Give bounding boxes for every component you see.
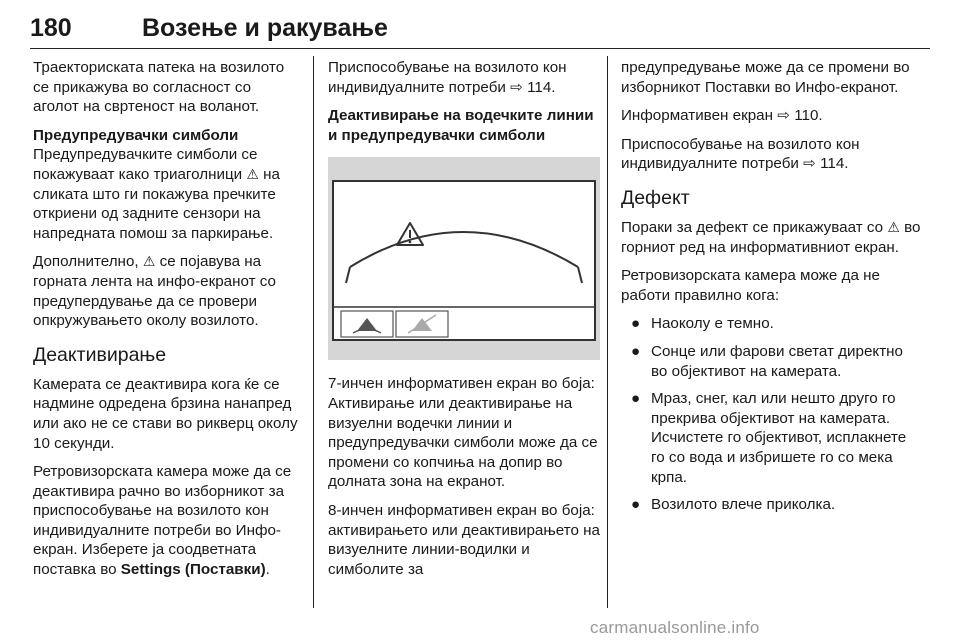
list-item: ● Наоколу е темно. [631,315,774,333]
column-3 [621,58,921,523]
camera-malfunction-intro: Ретровизорската камера може да не работи правилно кога: [621,267,880,304]
fault-heading: Дефект [621,186,690,209]
deact-p2-end: . [265,561,270,579]
warning-symbols-heading: Предупредувачки симболи [33,126,239,144]
additional-warning-paragraph [33,252,301,330]
bullet-icon: ● [631,315,641,333]
personalization-reference [328,58,600,97]
malfunction-conditions-list [621,314,921,514]
warning-triangle-icon: ⚠ [142,253,156,270]
bullet-icon: ● [631,496,641,514]
warning-symbols-paragraph [33,145,301,243]
bullet-icon: ● [631,342,641,360]
personalization-page-ref-2: 114. [820,155,849,173]
ref-arrow-icon: ⇨ [777,107,790,125]
ref-arrow-icon: ⇨ [803,155,816,173]
personalization-text: Приспособување на возилото кон индивидуалните потреби [328,59,567,96]
deactivation-paragraph-2 [33,462,301,580]
page-number: 180 [30,14,72,42]
info-display-text: Информативен екран [621,107,774,125]
ref-arrow-icon: ⇨ [510,78,523,96]
info-display-reference [621,106,921,126]
header-rule [30,48,930,49]
settings-menu-label: Settings (Поставки) [120,561,266,579]
warning-triangle-icon: ⚠ [887,218,900,235]
deactivation-paragraph-1: Камерата се деактивира кога ќе се надмине одредена брзина нанапред или ако не се стави во рикверц околу 10 секунди. [33,375,298,452]
bullet-icon: ● [631,390,641,408]
column-1 [33,58,301,589]
intro-paragraph: Траекториската патека на возилото се прикажува во согласност со аголот на свртеност на воланот. [33,59,285,116]
guidelines-deactivation-heading: Деактивирање на водечките линии и предупредувачки симболи [328,107,594,144]
column-2 [328,58,600,588]
personalization-reference-2 [621,135,921,174]
camera-display-figure [328,157,600,360]
fault-text-a: Пораки за дефект се прикажуваат со [621,218,884,236]
watermark: carmanualsonline.info [590,618,760,637]
column-divider-2 [607,56,608,608]
7-inch-display-paragraph: 7-инчен информативен екран во боја: Активирање или деактивирање на визуелни водечки линии и предупредувачки симболи може да се промени со копчиња на допир во долната зона на екранот. [328,375,598,491]
fault-message-paragraph [621,218,921,257]
settings-menu-paragraph: предупредување може да се промени во изборникот Поставки во Инфо-екранот. [621,59,910,96]
warn-p2-text-b: се појавува на горната лента на инфо-екранот со предупердување да се провери опкружувањето околу возилото. [33,253,276,330]
info-display-page-ref: 110. [794,107,823,125]
list-item: ● Возилото влече приколка. [631,496,836,514]
personalization-text-2: Приспособување на возилото кон индивидуалните потреби [621,135,860,173]
column-divider-1 [313,56,314,608]
deactivation-heading: Деактивирање [33,343,167,366]
warning-triangle-icon: ⚠ [246,165,259,182]
page-header [30,6,930,48]
list-item: ● Мраз, снег, кал или нешто друго го прекрива објективот на камерата. Исчистете го објективот, исплакнете го со вода и избришете го со мека крпа. [631,390,907,486]
chapter-title: Возење и ракување [142,14,388,42]
personalization-page-ref: 114. [527,78,556,96]
warn-p1-text-a: Предупредувачките симболи се покажуваат како триаголници [33,146,258,183]
8-inch-display-paragraph: 8-инчен информативен екран во боја: активирањето или деактивирањето на визуелните линии-водилки и симболите за [328,501,600,578]
deact-p2-text: Ретровизорската камера може да се деактивира рачно во изборникот за приспособување на возилото кон индивидуалните потреби во Инфо-екран. Изберете ја соодветната поставка во [33,463,292,579]
warn-p1-text-b: на сликата што ги покажува пречките откриени од задните сензори на напредната помош за паркирање. [33,165,280,242]
fault-text-b: во горниот ред на информативниот екран. [621,218,921,256]
camera-display-illustration [328,157,600,360]
warn-p2-text-a: Дополнително, [33,253,139,271]
list-item: ● Сонце или фарови светат директно во објективот на камерата. [631,342,904,380]
